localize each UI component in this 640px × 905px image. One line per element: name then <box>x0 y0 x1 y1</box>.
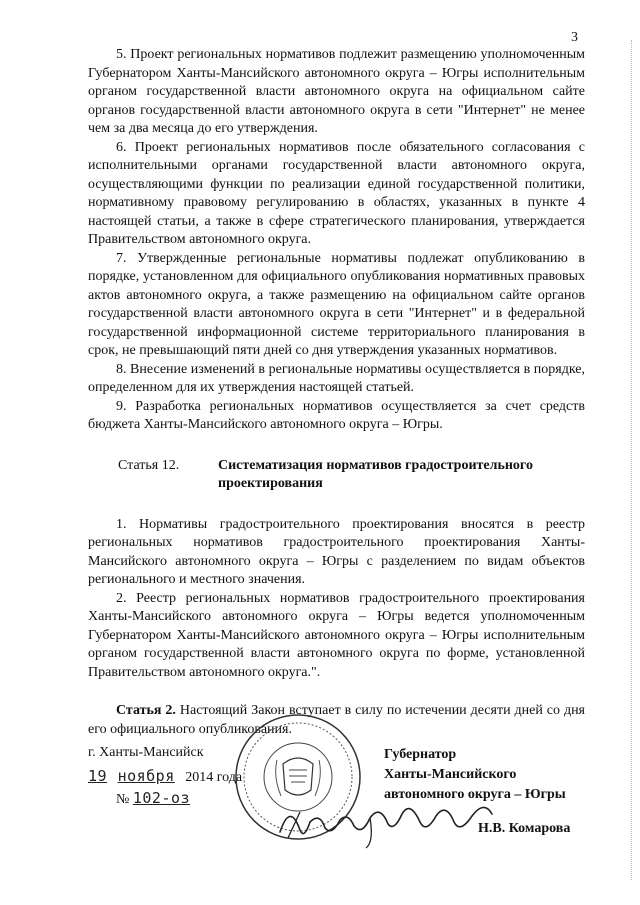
date-month: ноября <box>117 767 175 785</box>
date-year: 2014 года <box>185 770 243 785</box>
article-12-paragraph-2: 2. Реестр региональных нормативов градостроительного проектирования Ханты-Мансийского автономного округа – Югры ведется уполномоченным Губернатором Ханты-Мансийского автономного округа – Югры исполнительным органом государственной власти автономного округа по форме, установленной Правительством автономного округа.". <box>88 590 585 680</box>
article-12-body <box>88 516 585 683</box>
paragraph-7: 7. Утвержденные региональные нормативы подлежат опубликованию в порядке, установленном для официального опубликования нормативных правовых актов автономного округа, а также размещению на официальном сайте органов государственной власти автономного округа в сети "Интернет" и в федеральной государственной информационной системе территориального планирования в срок, не превышающий пяти дней со дня утверждения указанных нормативов. <box>88 250 585 358</box>
document-body <box>88 46 585 753</box>
law-number <box>116 789 190 808</box>
article-12-label: Статья 12. <box>118 457 180 473</box>
place-of-signing: г. Ханты-Мансийск <box>88 745 204 760</box>
paragraph-9: 9. Разработка региональных нормативов осуществляется за счет средств бюджета Ханты-Мансийского автономного округа – Югры. <box>88 398 585 432</box>
number-prefix: № <box>116 792 130 807</box>
governor-title-line-3: автономного округа – Югры <box>384 787 566 802</box>
article-12-title: Систематизация нормативов градостроительного проектирования <box>218 457 533 491</box>
governor-name: Н.В. Комарова <box>478 821 571 836</box>
handwritten-signature <box>270 792 520 852</box>
date-of-signing <box>88 767 242 786</box>
article-2-label: Статья 2. <box>116 703 176 718</box>
page-edge <box>629 40 632 880</box>
article-2-text: Настоящий Закон вступает в силу по истечении десяти дней со дня его официального опубликования. <box>88 703 585 737</box>
paragraph-6: 6. Проект региональных нормативов после обязательного согласования с исполнительными органами государственной власти автономного округа, осуществляющими функции по реализации единой государственной политики, нормативному правовому регулированию в областях, указанных в пункте 4 настоящей статьи, а также в сфере стратегического планирования, утверждается Правительством автономного округа. <box>88 139 585 247</box>
article-12-heading <box>88 457 585 494</box>
paragraph-8: 8. Внесение изменений в региональные нормативы осуществляется в порядке, определенном для их утверждения настоящей статьей. <box>88 361 585 395</box>
page-number: 3 <box>571 30 578 45</box>
article-12-paragraph-1: 1. Нормативы градостроительного проектирования вносятся в реестр региональных нормативов градостроительного проектирования Ханты-Мансийского автономного округа – Югры с разделением по видам объектов регионального и местного значения. <box>88 516 585 587</box>
governor-title-line-2: Ханты-Мансийского <box>384 767 517 782</box>
governor-title-line-1: Губернатор <box>384 747 457 762</box>
date-day: 19 <box>88 767 108 785</box>
paragraph-5: 5. Проект региональных нормативов подлежит размещению уполномоченным Губернатором Ханты-Мансийского автономного округа – Югры исполнительным органом государственной власти автономного округа на официальном сайте органов государственной власти автономного округа в сети "Интернет" не менее чем за два месяца до его утверждения. <box>88 47 585 136</box>
number-value: 102-оз <box>132 789 191 807</box>
